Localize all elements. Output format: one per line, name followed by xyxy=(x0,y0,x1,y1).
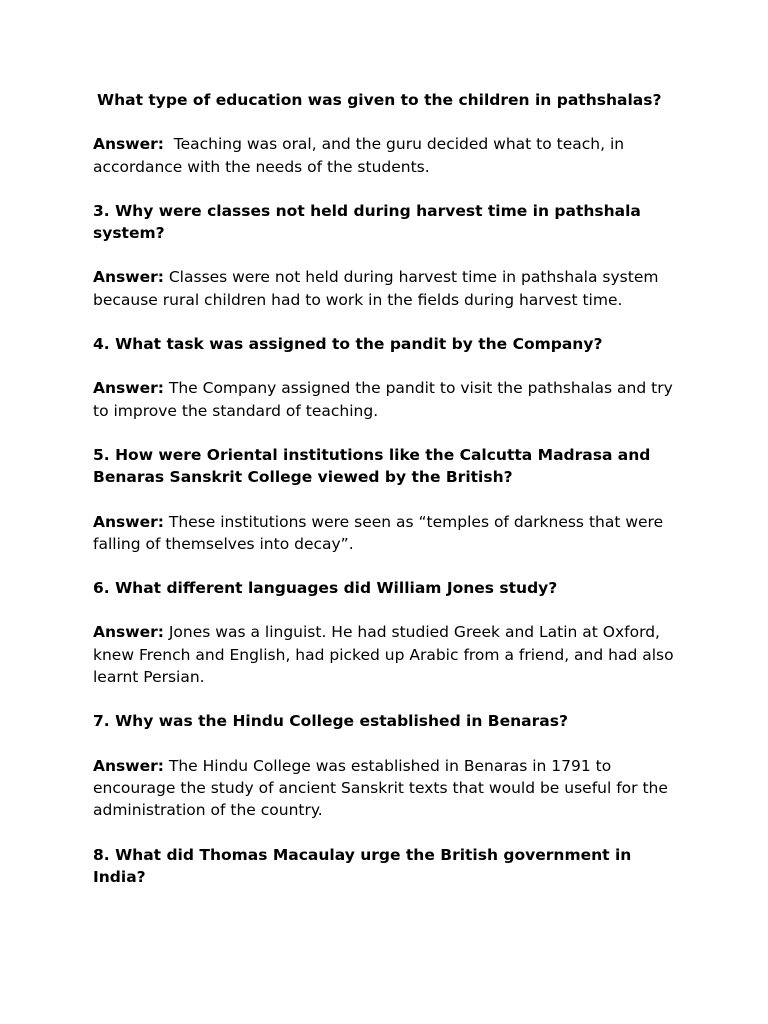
answer-1 xyxy=(93,133,683,178)
answer-label: Answer: xyxy=(93,512,164,531)
answer-6 xyxy=(93,621,683,688)
answer-label: Answer: xyxy=(93,268,164,287)
question-4: 4. What task was assigned to the pandit by the Company? xyxy=(93,335,603,354)
answer-text: Jones was a linguist. He had studied Greek and Latin at Oxford, knew French and English, had picked up Arabic from a friend, and had also learnt Persian. xyxy=(93,623,679,687)
question-5: 5. How were Oriental institutions like the Calcutta Madrasa and Benaras Sanskrit College viewed by the British? xyxy=(93,445,651,487)
answer-text: Classes were not held during harvest time in pathshala system because rural children had to work in the fields during harvest time. xyxy=(93,268,664,309)
question-6: 6. What different languages did William Jones study? xyxy=(93,579,558,598)
question-8: 8. What did Thomas Macaulay urge the British government in India? xyxy=(93,845,632,886)
question-7: 7. Why was the Hindu College established in Benaras? xyxy=(93,712,568,731)
answer-text: The Hindu College was established in Benaras in 1791 to encourage the study of ancient Sanskrit texts that would be useful for the administration of the country. xyxy=(93,756,673,820)
answer-7 xyxy=(93,755,683,822)
answer-3 xyxy=(93,266,683,311)
answer-label: Answer: xyxy=(93,379,164,398)
answer-5 xyxy=(93,511,683,556)
answer-text: The Company assigned the pandit to visit the pathshalas and try to improve the standard of teaching. xyxy=(93,379,678,420)
answer-label: Answer: xyxy=(93,756,164,775)
answer-text: Teaching was oral, and the guru decided what to teach, in accordance with the needs of the students. xyxy=(93,135,630,176)
answer-label: Answer: xyxy=(93,623,164,642)
document-page xyxy=(93,89,683,888)
answer-text: These institutions were seen as “temples of darkness that were falling of themselves into decay”. xyxy=(93,512,669,553)
answer-4 xyxy=(93,377,683,422)
question-3: 3. Why were classes not held during harvest time in pathshala system? xyxy=(93,201,641,243)
question-1: What type of education was given to the children in pathshalas? xyxy=(97,91,662,109)
answer-label: Answer: xyxy=(93,135,164,154)
